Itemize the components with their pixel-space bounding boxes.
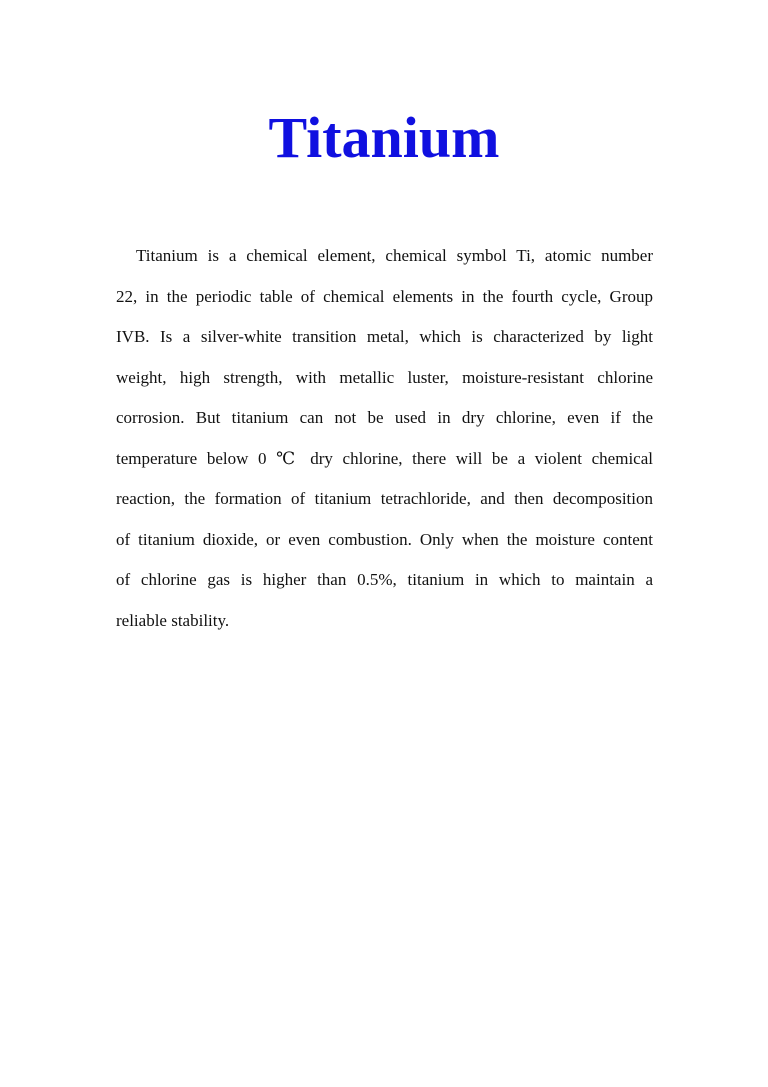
paragraph-line: Titanium is a chemical element, chemical symbol Ti, atomic number [136,246,653,265]
paragraph-line: reaction, the formation of titanium tetrachloride, and then decomposition [116,489,653,508]
paragraph-line: 22, in the periodic table of chemical elements in the fourth cycle, Group [116,286,653,306]
body-paragraph [116,236,653,641]
paragraph-line: weight, high strength, with metallic luster, moisture-resistant chlorine [116,367,653,387]
page-title: Titanium [268,105,500,170]
paragraph-line: of chlorine gas is higher than 0.5%, titanium in which to maintain a [116,570,653,589]
paragraph-line: corrosion. But titanium can not be used in dry chlorine, even if the [116,408,653,427]
paragraph-line: reliable stability. [116,610,230,630]
paragraph-line: of titanium dioxide, or even combustion. Only when the moisture content [116,529,653,549]
paragraph-line: temperature below 0 ℃ dry chlorine, there will be a violent chemical [116,448,653,468]
paragraph-line: IVB. Is a silver-white transition metal, which is characterized by light [116,327,653,346]
